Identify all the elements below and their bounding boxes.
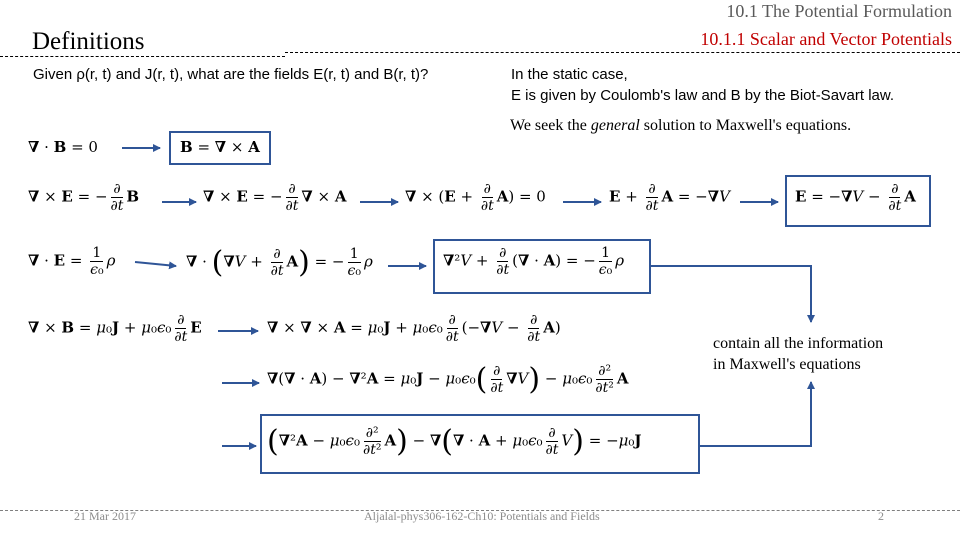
section-title: 10.1 The Potential Formulation xyxy=(726,1,952,21)
footer-date: 21 Mar 2017 xyxy=(74,509,136,523)
eq-gauss: ∇ · E = $\frac{1}{\text{ϵ₀}}$ ρ xyxy=(28,245,116,279)
footer-course: Aljalal-phys306-162-Ch10: Potentials and Fields xyxy=(364,509,600,523)
eq-faraday-sub: ∇ × E = − $\frac{\partial}{\partial t}$ ∇ × A xyxy=(203,181,347,215)
eq-ampere: ∇ × B = μ₀J + μ₀ϵ₀ $\frac{\partial}{\partial t}$ E xyxy=(28,312,202,346)
arrow-box-to-note-2 xyxy=(700,382,811,446)
general-suffix: solution to Maxwell's equations. xyxy=(639,117,852,134)
eq-wave-potential: (∇²A − μ₀ϵ₀ $\frac{\text{∂²}}{\text{∂t²}}$ A) − ∇(∇ · A + μ₀ϵ₀ $\frac{\partial}{\partial t}$ V) = −μ₀J xyxy=(267,424,642,459)
eq-gauss-potential: ∇²V + $\frac{\partial}{\partial t}$ (∇ · A) = − $\frac{1}{\text{ϵ₀}}$ ρ xyxy=(443,245,625,279)
eq-grad-v: E + $\frac{\partial}{\partial t}$ A = −∇V xyxy=(609,181,730,215)
eq-e-potentials: E = −∇V − $\frac{\partial}{\partial t}$ A xyxy=(795,181,916,215)
general-word: general xyxy=(590,117,640,134)
note-line-1: contain all the information xyxy=(713,335,884,352)
eq-ampere-expanded: ∇(∇ · A) − ∇²A = μ₀J − μ₀ϵ₀( $\frac{\partial}{\partial t}$ ∇V) − μ₀ϵ₀ $\frac{\text{∂²}}{\text{∂t²}}$ A xyxy=(267,362,629,397)
note-line-2: in Maxwell's equations xyxy=(713,356,861,373)
footer-page-number: 2 xyxy=(878,509,884,523)
eq-b-curl-a: B = ∇ × A xyxy=(180,138,260,156)
static-case-line-1: In the static case, xyxy=(511,66,628,83)
eq-div-b: ∇ · B = 0 xyxy=(28,138,98,156)
static-case-line-2: E is given by Coulomb's law and B by the Biot-Savart law. xyxy=(511,87,895,104)
arrow-box-to-note xyxy=(651,266,811,322)
arrow-gauss-1 xyxy=(135,262,176,266)
eq-gauss-sub: ∇ · (∇V + $\frac{\partial}{\partial t}$ A) = − $\frac{1}{\text{ϵ₀}}$ ρ xyxy=(186,245,373,280)
question-text: Given ρ(r, t) and J(r, t), what are the fields E(r, t) and B(r, t)? xyxy=(33,66,429,83)
page-title: Definitions xyxy=(32,28,145,55)
eq-curl-zero: ∇ × (E + $\frac{\partial}{\partial t}$ A) = 0 xyxy=(405,181,546,215)
eq-ampere-sub: ∇ × ∇ × A = μ₀J + μ₀ϵ₀ $\frac{\partial}{\partial t}$ (−∇V − $\frac{\partial}{\partial t}$ A) xyxy=(267,312,561,346)
subsection-title: 10.1.1 Scalar and Vector Potentials xyxy=(700,29,952,49)
general-prefix: We seek the xyxy=(510,117,591,134)
eq-faraday: ∇ × E = − $\frac{\partial}{\partial t}$ B xyxy=(28,181,140,215)
